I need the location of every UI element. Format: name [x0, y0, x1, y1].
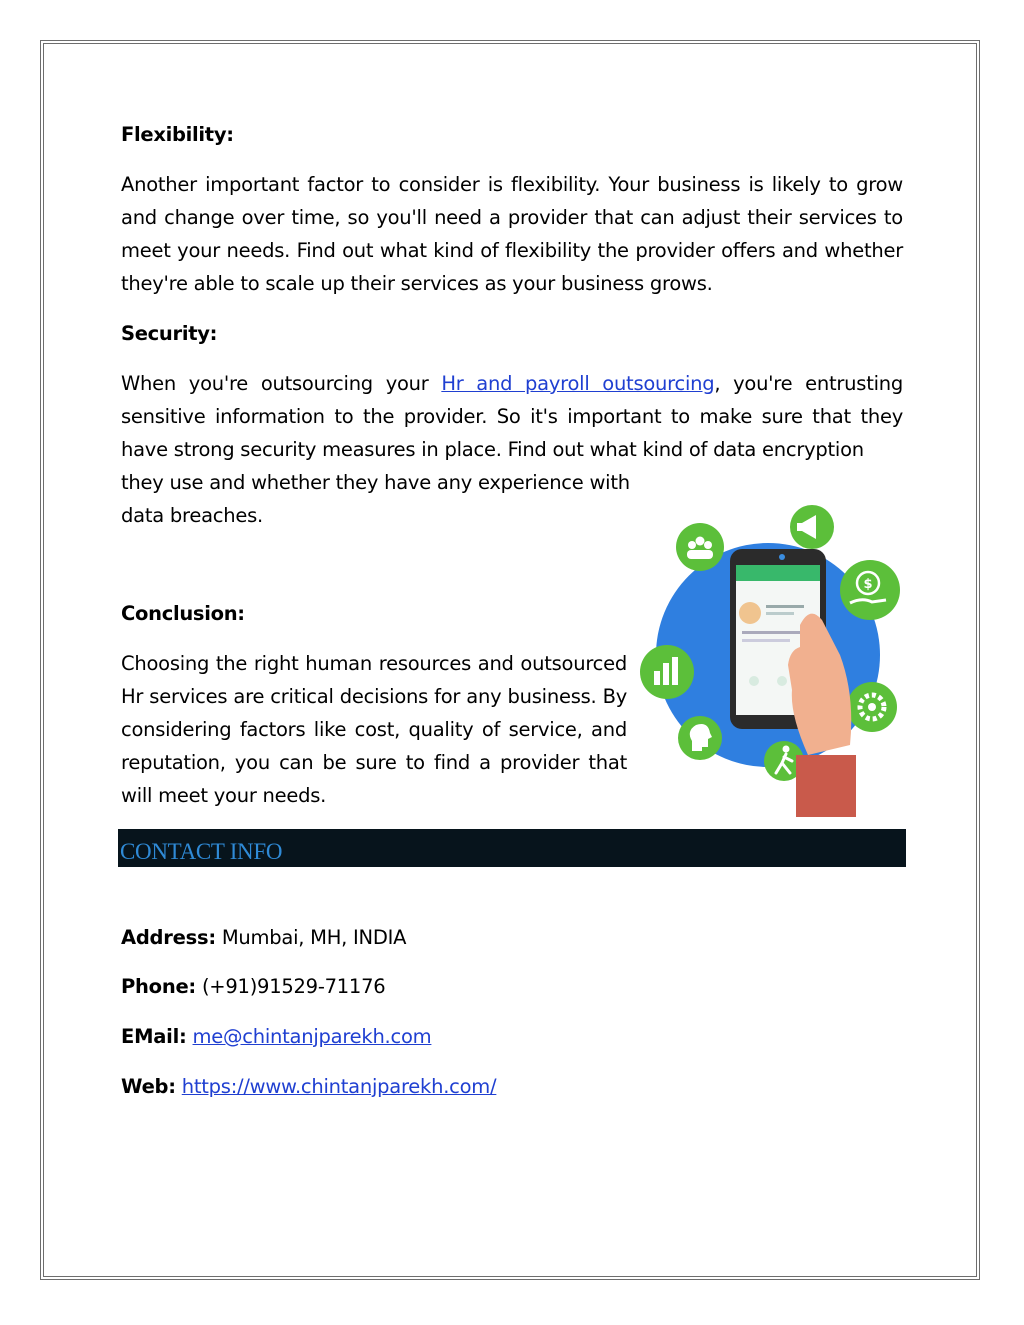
security-tail-line-1: they use and whether they have any experience with	[121, 471, 630, 494]
app-header-bar	[736, 565, 820, 581]
web-label: Web:	[121, 1075, 176, 1098]
security-tail-line-2: data breaches.	[121, 504, 263, 527]
conclusion-heading: Conclusion:	[121, 602, 245, 625]
contact-info-header: CONTACT INFO	[118, 829, 906, 867]
phone-label: Phone:	[121, 975, 196, 998]
security-paragraph-tail	[121, 466, 641, 532]
avatar	[739, 602, 761, 624]
email-link[interactable]: me@chintanjparekh.com	[192, 1025, 432, 1048]
address-label: Address:	[121, 926, 216, 949]
website-link[interactable]: https://www.chintanjparekh.com/	[181, 1075, 497, 1098]
address-value: Mumbai, MH, INDIA	[221, 926, 407, 949]
security-text-after: , you're entrusting sensitive information to the provider. So it's important to make sure that they have strong security measures in place. Find out what kind of data encryption	[121, 372, 903, 461]
head-idea-icon	[678, 716, 722, 760]
phone-value: (+91)91529-71176	[201, 975, 386, 998]
conclusion-paragraph: Choosing the right human resources and outsourced Hr services are critical decisions for any business. By considering factors like cost, quality of service, and reputation, you can be sure to find a provider that will meet your needs.	[121, 652, 627, 807]
flexibility-heading: Flexibility:	[121, 123, 234, 146]
sleeve	[796, 755, 856, 817]
megaphone-icon	[790, 505, 834, 549]
dollar-hand-icon	[840, 560, 900, 620]
security-heading: Security:	[121, 322, 218, 345]
gear-icon	[847, 682, 897, 732]
flexibility-paragraph: Another important factor to consider is flexibility. Your business is likely to grow and change over time, so you'll need a provider that can adjust their services to meet your needs. Find out what kind of flexibility the provider offers and whether they're able to scale up their services as your business grows.	[121, 173, 903, 295]
contact-web	[121, 1070, 496, 1103]
email-label: EMail:	[121, 1025, 187, 1048]
team-icon	[676, 523, 724, 571]
contact-email	[121, 1020, 431, 1053]
svg-text:$: $	[863, 577, 873, 592]
security-paragraph	[121, 367, 903, 466]
security-text-before: When you're outsourcing your	[121, 372, 442, 395]
hr-payroll-outsourcing-link[interactable]: Hr and payroll outsourcing	[441, 372, 715, 395]
bar-chart-icon	[640, 645, 694, 699]
contact-phone	[121, 970, 385, 1003]
contact-address	[121, 921, 406, 954]
hr-app-illustration	[640, 505, 906, 817]
